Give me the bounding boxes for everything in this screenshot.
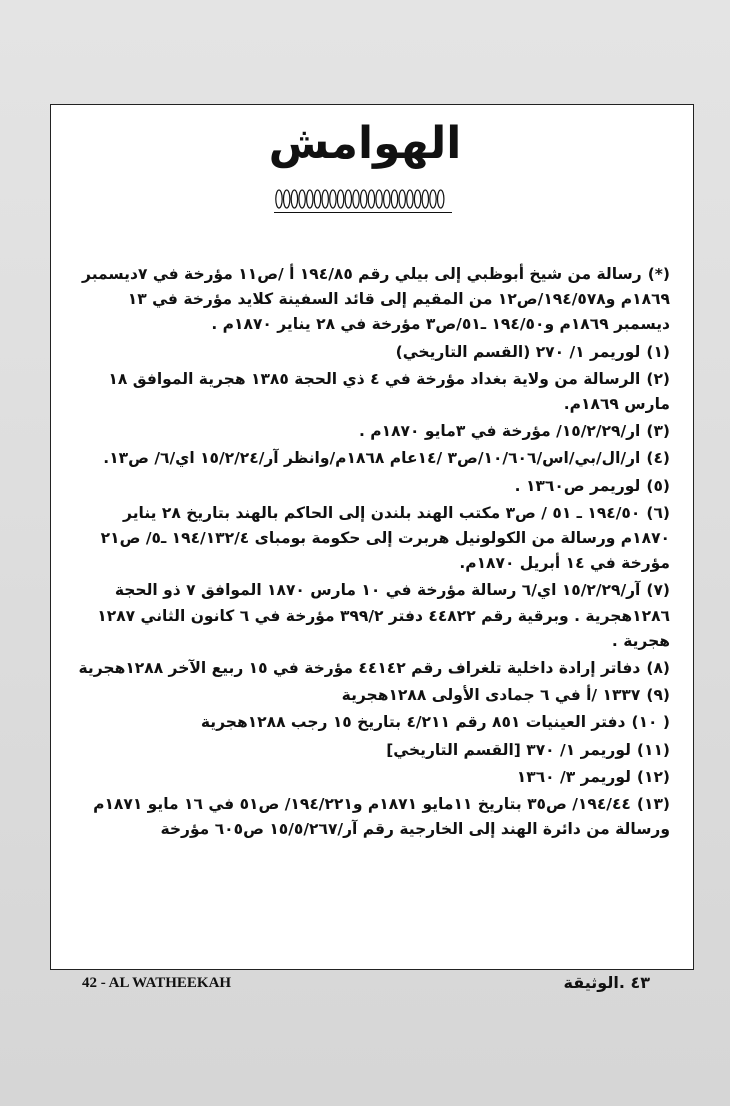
footnote-number: (١١) (636, 740, 670, 759)
footnote-number: (٦) (646, 503, 670, 522)
footnote-10 (72, 710, 670, 735)
footnote-text: لوريمر ص١٣٦٠ . (514, 476, 641, 495)
footnote-11 (72, 738, 670, 763)
footnote-5 (72, 474, 670, 499)
footnote-text: آر/١٥/٢/٢٩ اي/٦ رسالة مؤرخة في ١٠ مارس ١٨٧٠ الموافق ٧ ذو الحجة ١٢٨٦هجرية . وبرقية رقم ٤٤٨٢٢ دفتر ٣٩٩/٢ مؤرخة في ٦ كانون الثاني ١٢٨٧ هجرية . (97, 581, 670, 650)
footnote-6 (72, 501, 670, 577)
footnote-text: ار/ال/بي/اس/١٠/٦٠٦/ص٣ /١٤عام ١٨٦٨م/وانظر آر/١٥/٢/٢٤ اي/٦/ ص١٣. (103, 449, 641, 468)
footnote-number: (٩) (646, 686, 670, 705)
footnote-text: ار/١٥/٢/٢٩/ مؤرخة في ٣مايو ١٨٧٠م . (358, 422, 641, 441)
footnote-star (72, 262, 670, 338)
footnote-number: (١٢) (636, 767, 670, 786)
footnote-number: (١٣) (636, 795, 670, 814)
footnote-3 (72, 419, 670, 444)
footnote-13 (72, 792, 670, 842)
footnote-text: ١٩٤/٤٤/ ص٣٥ بتاريخ ١١مايو ١٨٧١م و١٩٤/٢٢١/ ص٥١ في ١٦ مايو ١٨٧١م ورسالة من دائرة الهند إلى الخارجية رقم آر/١٥/٥/٢٦٧ ص٦٠٥ مؤرخة (93, 795, 670, 839)
footnote-text: ١٩٤/٥٠ ـ ٥١ / ص٣ مكتب الهند بلندن إلى الحاكم بالهند بتاريخ ٢٨ يناير ١٨٧٠م ورسالة من الكولونيل هربرت إلى حكومة بومباى ١٩٤/١٣٢/٤ ـ٥/ ص٢١ مؤرخة في ١٤ أبريل ١٨٧٠م. (100, 503, 670, 573)
footnote-text: رسالة من شيخ أبوظبي إلى بيلي رقم ١٩٤/٨٥ أ /ص١١ مؤرخة في ٧ديسمبر ١٨٦٩م و١٩٤/٥٧٨/ص١٢ من المقيم إلى قائد السفينة كلايد مؤرخة في ١٣ ديسمبر ١٨٦٩م و١٩٤/٥٠ ـ٥١/ص٣ مؤرخة في ٢٨ يناير ١٨٧٠م . (82, 265, 670, 334)
footnote-text: دفتر العينيات ٨٥١ رقم ٤/٢١١ بتاريخ ١٥ رجب ١٢٨٨هجرية (200, 713, 626, 732)
footnote-4 (72, 446, 670, 471)
footnote-text: الرسالة من ولاية بغداد مؤرخة في ٤ ذي الحجة ١٣٨٥ هجرية الموافق ١٨ مارس ١٨٦٩م. (108, 369, 670, 414)
footnote-number: (٨) (646, 659, 670, 678)
footnote-text: لوريمر ١/ ٣٧٠ [القسم التاريخي] (386, 740, 631, 759)
footnote-text: دفاتر إرادة داخلية تلغراف رقم ٤٤١٤٢ مؤرخة في ١٥ ربيع الآخر ١٢٨٨هجرية (78, 659, 641, 678)
footnote-7 (72, 578, 670, 654)
page-footer (52, 975, 678, 997)
footnote-12 (72, 765, 670, 790)
footnote-number: (٣) (646, 422, 670, 441)
footnote-8 (72, 656, 670, 681)
footnote-number: (٢) (646, 369, 670, 388)
footnote-text: لوريمر ٣/ ١٣٦٠ (516, 767, 631, 786)
page-title: الهوامش (268, 118, 462, 169)
footnote-text: ١٣٣٧ /أ في ٦ جمادى الأولى ١٢٨٨هجرية (341, 686, 641, 705)
footnote-number: (٥) (646, 476, 670, 495)
ornament-loops-icon (274, 186, 452, 212)
footnote-2 (72, 367, 670, 417)
footnote-text: لوريمر ١/ ٢٧٠ (القسم التاريخي) (395, 342, 641, 361)
footnote-number: (١) (646, 342, 670, 361)
footnote-number: (٤) (646, 449, 670, 468)
footer-page-label-ar: ٤٣ .الوثيقة (563, 973, 650, 992)
footnotes-list (72, 262, 670, 844)
footnote-1 (72, 340, 670, 365)
footnote-number: ( ١٠) (631, 713, 670, 732)
footnote-9 (72, 683, 670, 708)
title-ornament (274, 186, 452, 213)
footnote-number: (٧) (646, 581, 670, 600)
footer-page-label-en: 42 - AL WATHEEKAH (82, 975, 232, 991)
footnote-number: (*) (647, 265, 670, 283)
